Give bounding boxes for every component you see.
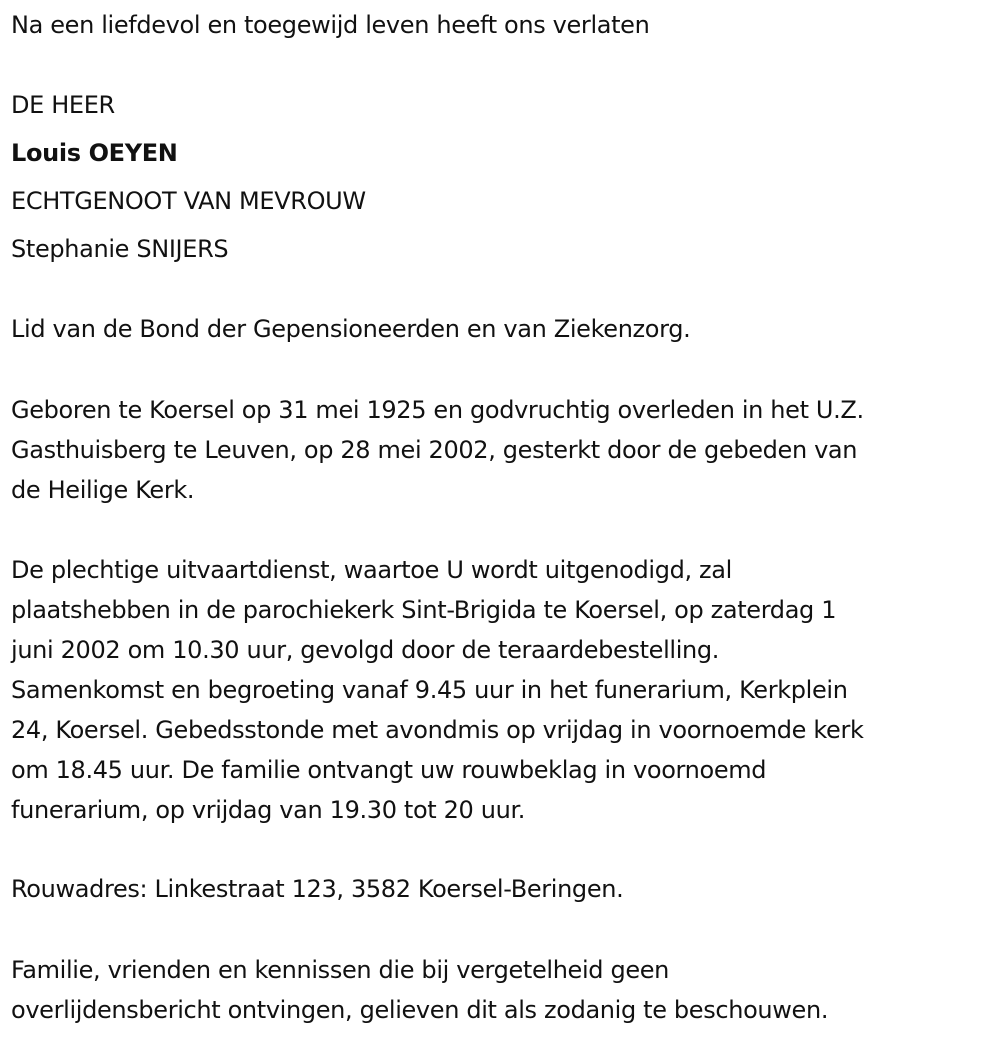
service-line: juni 2002 om 10.30 uur, gevolgd door de teraardebestelling.: [11, 636, 720, 664]
honorific-title: DE HEER: [11, 91, 115, 119]
mourning-address: Rouwadres: Linkestraat 123, 3582 Koersel-Beringen.: [11, 875, 624, 903]
service-line: om 18.45 uur. De familie ontvangt uw rouwbeklag in voornoemd: [11, 756, 767, 784]
service-line: De plechtige uitvaartdienst, waartoe U wordt uitgenodigd, zal: [11, 556, 732, 584]
service-line: plaatshebben in de parochiekerk Sint-Brigida te Koersel, op zaterdag 1: [11, 596, 837, 624]
membership-text: Lid van de Bond der Gepensioneerden en van Ziekenzorg.: [11, 315, 691, 343]
service-line: 24, Koersel. Gebedsstonde met avondmis op vrijdag in voornoemde kerk: [11, 716, 864, 744]
birth-death-line: de Heilige Kerk.: [11, 476, 195, 504]
closing-line: overlijdensbericht ontvingen, gelieven dit als zodanig te beschouwen.: [11, 996, 829, 1024]
closing-line: Familie, vrienden en kennissen die bij vergetelheid geen: [11, 956, 670, 984]
intro-text: Na een liefdevol en toegewijd leven heeft ons verlaten: [11, 11, 650, 39]
service-line: funerarium, op vrijdag van 19.30 tot 20 uur.: [11, 796, 526, 824]
birth-death-line: Geboren te Koersel op 31 mei 1925 en godvruchtig overleden in het U.Z.: [11, 396, 864, 424]
spouse-label: ECHTGENOOT VAN MEVROUW: [11, 187, 366, 215]
birth-death-paragraph: [11, 390, 864, 510]
spouse-name: Stephanie SNIJERS: [11, 235, 229, 263]
deceased-name: Louis OEYEN: [11, 139, 178, 167]
service-line: Samenkomst en begroeting vanaf 9.45 uur in het funerarium, Kerkplein: [11, 676, 848, 704]
funeral-service-paragraph: [11, 550, 864, 830]
closing-paragraph: [11, 950, 828, 1030]
birth-death-line: Gasthuisberg te Leuven, op 28 mei 2002, gesterkt door de gebeden van: [11, 436, 858, 464]
